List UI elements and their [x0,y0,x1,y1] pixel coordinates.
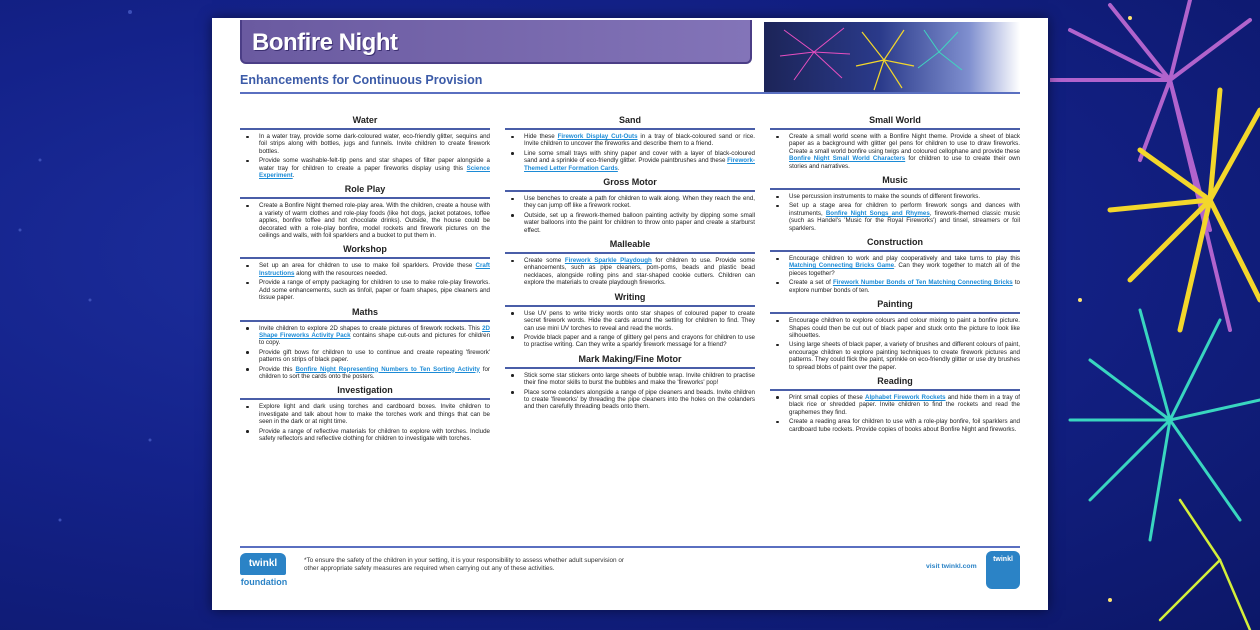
list-item [770,279,1020,294]
item-text: Outside, set up a firework-themed balloon painting activity by dipping some small water balloons into the paint for children to throw onto paper and create a starburst effect. [524,211,755,234]
list-item [505,257,755,287]
list-item [240,157,490,179]
item-text: Set up a stage area for children to perform firework songs and dances with instruments, [789,202,1020,217]
section-title: Gross Motor [505,177,755,192]
list-item [770,341,1020,371]
resource-link[interactable]: Bonfire Night Songs and Rhymes [825,209,930,217]
page-subtitle: Enhancements for Continuous Provision [240,73,483,87]
section-title: Workshop [240,244,490,259]
item-text: Encourage children to explore colours and colour mixing to paint a bonfire picture. Shapes could then be cut out of black paper and stuck onto the picture to look like silhouettes. [789,317,1020,339]
item-text: Create some [524,257,565,265]
list-item [770,418,1020,433]
item-text: Line some small trays with shiny paper and cover with a layer of black-coloured sand and a sprinkle of eco-friendly glitter. Provide paintbrushes and these [524,149,755,165]
list-item [770,317,1020,339]
section-water [240,112,490,181]
item-text: Place some colanders alongside a range of pipe cleaners and beads. Invite children to create 'fireworks' by threading the pipe cleaners into the holes on the colanders and then carefully threading beads onto them. [524,388,755,411]
bullet-list [770,193,1020,232]
bullet-list [240,133,490,179]
item-text: . [292,172,295,180]
column-2 [505,112,755,544]
item-text: Use benches to create a path for children to walk along. When they reach the end, they can jump off like a firework rocket. [524,195,755,210]
item-text: Use percussion instruments to make the sounds of different fireworks. [789,193,981,201]
fireworks-background-right [1050,0,1260,630]
section-gross-motor [505,174,755,236]
list-item [240,366,490,381]
item-text: Stick some star stickers onto large sheets of bubble wrap. Invite children to practise their fine motor skills to burst the bubbles and make the 'fireworks' pop! [524,371,755,387]
list-item [505,150,755,172]
title-bar [240,20,752,64]
bullet-list [505,133,755,172]
item-text: Create a small world scene with a Bonfire Night theme. Provide a sheet of black paper as a background with glitter gel pens for children to use to draw fireworks. Create a small world bonfire using twigs and coloured cellophane and provide these [789,133,1020,155]
item-text: for children to use. Provide some enhancements, such as pipe cleaners, pom-poms, beads and plastic bead necklaces, alongside rolling pins and star-shaped cookie cutters. Children can explore the materials to create playdough fireworks. [524,257,756,287]
section-title: Maths [240,307,490,322]
section-music [770,172,1020,234]
logo-right-text: twinkl [993,556,1013,563]
section-title: Small World [770,115,1020,130]
item-text: Provide this [259,365,296,373]
section-writing [505,289,755,351]
resource-link[interactable]: Alphabet Firework Rockets [864,393,946,401]
list-item [505,372,755,387]
section-investigation [240,382,490,444]
item-text: Provide some washable-felt-tip pens and star shapes of filter paper alongside a water tray for children to create a paper fireworks display using this [259,157,490,172]
list-item [240,262,490,277]
bullet-list [240,403,490,442]
list-item [240,325,490,347]
item-text: Print small copies of these [789,393,865,401]
section-construction [770,234,1020,296]
resource-link[interactable]: Firework Sparkle Playdough [564,257,652,265]
section-painting [770,296,1020,373]
item-text: Create a set of [789,279,833,287]
divider [240,92,1020,94]
column-1 [240,112,490,544]
item-text: Set up an area for children to use to make foil sparklers. Provide these [259,262,476,270]
bullet-list [240,325,490,381]
list-item [770,255,1020,277]
section-sand [505,112,755,174]
list-item [770,193,1020,200]
resource-link[interactable]: Craft Instructions [259,262,490,277]
list-item [505,133,755,148]
bullet-list [240,202,490,239]
section-title: Sand [505,115,755,130]
stars-background-left [0,0,210,630]
item-text: Use UV pens to write tricky words onto star shapes of coloured paper to create secret firework words. Hide the cards around the setting for children to find. They can use mini UV torches to reveal and read the words. [524,309,755,332]
section-reading [770,373,1020,435]
twinkl-logo [986,551,1020,589]
logo-badge: twinkl [240,553,286,575]
section-title: Role Play [240,184,490,199]
item-text: Explore light and dark using torches and cardboard boxes. Invite children to investigate and talk about how to make the torches work and things that can be seen in the dark or at night time. [259,403,490,426]
item-text: Create a Bonfire Night themed role-play area. With the children, create a house with a variety of warm clothes and role-play foods (like hot dogs, jacket potatoes, toffee apples, bonfire toffee and hot chocolate drinks). Outside, the house could be decorated with a role-play bonfire, model rockets and firework pictures on the ceilings and walls, with foil sparklers and a bucket to put them in. [259,202,490,240]
resource-link[interactable]: Firework-Themed Letter Formation Cards [524,157,755,172]
document-page [212,18,1048,610]
section-role-play [240,181,490,241]
bullet-list [770,255,1020,294]
list-item [240,202,490,239]
item-text: Hide these [524,133,558,140]
list-item [505,310,755,332]
section-title: Writing [505,292,755,307]
list-item [505,195,755,210]
resource-link[interactable]: Bonfire Night Small World Characters [789,155,906,163]
item-text: Using large sheets of black paper, a variety of brushes and different colours of paint, encourage children to explore painting techniques to create firework pictures and patterns. They could flick the paint, sprinkle on eco-friendly glitter or use dry brushes to spread blobs of paint over the paper. [789,341,1020,371]
logo-foundation-text: foundation [240,577,288,587]
item-text: for children to sort the cards onto the posters. [259,365,490,380]
bullet-list [770,133,1020,170]
list-item [770,133,1020,170]
fireworks-banner-image [764,22,1020,92]
resource-link[interactable]: 2D Shape Fireworks Activity Pack [259,324,490,339]
list-item [770,394,1020,416]
safety-disclaimer: *To ensure the safety of the children in your setting, it is your responsibility to assess whether adult supervision or other appropriate safety measures are required when carrying out any of these activities. [304,557,625,572]
item-text: Provide black paper and a range of glittery gel pens and crayons for children to use to practise writing. Can they write a sparkly firework message for a friend? [524,333,755,349]
section-title: Construction [770,237,1020,252]
section-maths [240,304,490,383]
item-text: Create a reading area for children to use with a role-play bonfire, foil sparklers and cardboard tube rockets. Provide copies of books about Bonfire Night and fireworks. [789,418,1020,433]
section-title: Mark Making/Fine Motor [505,354,755,369]
item-text: and hide them in a tray of black rice or shredded paper. Invite children to find the rockets and read the graphemes they find. [789,393,1020,416]
bullet-list [240,262,490,301]
item-text: for children to use to create their own stories and narratives. [789,155,1020,170]
list-item [240,403,490,425]
item-text: . [617,164,620,172]
column-3 [770,112,1020,544]
item-text: contains shape cut-outs and pictures for children to copy. [259,331,491,347]
section-title: Painting [770,299,1020,314]
section-title: Malleable [505,239,755,254]
section-title: Water [240,115,490,130]
divider [240,546,1020,548]
bullet-list [505,372,755,411]
item-text: , firework-themed classic music (such as Handel's 'Music for the Royal Fireworks') and tinsel, streamers or foil sparklers. [789,209,1021,232]
item-text: Provide gift bows for children to use to continue and create repeating 'firework' patterns on strips of black paper. [259,348,490,364]
resource-link[interactable]: Bonfire Night Representing Numbers to Ten Sorting Activity [295,365,480,373]
section-malleable [505,236,755,289]
list-item [505,212,755,234]
resource-link[interactable]: Firework Display Cut-Outs [557,133,638,140]
section-small-world [770,112,1020,172]
list-item [505,389,755,411]
item-text: Provide a range of reflective materials for children to explore with torches. Include safety reflectors and reflective clothing for children to investigate with torches. [259,427,490,442]
twinkl-foundation-logo [240,553,288,601]
bullet-list [505,257,755,287]
item-text: along with the resources needed. [294,269,388,277]
list-item [240,279,490,301]
list-item [240,133,490,155]
resource-link[interactable]: Matching Connecting Bricks Game [789,262,895,270]
list-item [505,334,755,349]
list-item [770,202,1020,232]
provision-grid [240,112,1020,544]
section-title: Reading [770,376,1020,391]
resource-link[interactable]: Firework Number Bonds of Ten Matching Connecting Bricks [832,279,1013,287]
section-workshop [240,241,490,303]
list-item [240,428,490,443]
item-text: In a water tray, provide some dark-coloured water, eco-friendly glitter, sequins and foil strips along with bottles, jugs and funnels. Invite children to create firework bottles. [259,133,490,155]
bullet-list [505,195,755,234]
resource-link[interactable]: Science Experiment [259,164,490,180]
item-text: Provide a range of empty packaging for children to use to make role-play fireworks. Add some enhancements, such as tinfoil, paper or foam shapes, pipe cleaners and tissue paper. [259,279,490,302]
item-text: . Can they work together to match all of the pieces together? [789,262,1020,277]
visit-link[interactable]: visit twinkl.com [926,563,977,570]
bullet-list [770,317,1020,371]
list-item [240,349,490,364]
section-title: Music [770,175,1020,190]
bullet-list [770,394,1020,433]
item-text: Invite children to explore 2D shapes to create pictures of firework rockets. This [259,324,483,332]
item-text: Encourage children to work and play cooperatively and take turns to play this [789,255,1020,263]
item-text: in a tray of black-coloured sand or rice. Invite children to uncover the fireworks and describe them to a friend. [524,133,755,148]
section-mark-making-fine-motor [505,351,755,413]
item-text: to explore number bonds of ten. [789,279,1021,294]
page-title: Bonfire Night [252,29,398,56]
bullet-list [505,310,755,349]
section-title: Investigation [240,385,490,400]
